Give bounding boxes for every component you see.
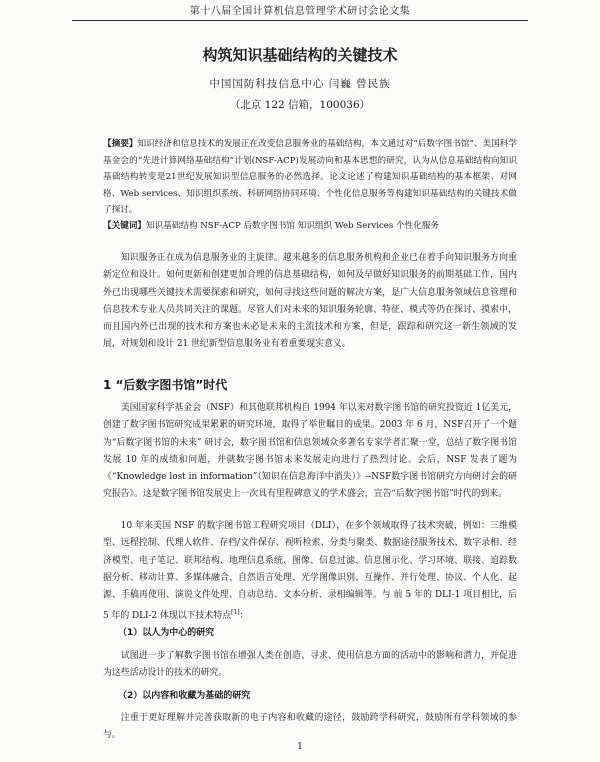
page-number: 1	[297, 742, 303, 752]
abstract	[103, 136, 517, 219]
section-heading: 1 “后数字图书馆”时代	[103, 378, 228, 392]
intro-paragraph: 知识服务正在成为信息服务业的主旋律。越来越多的信息服务机构和企业已在着手向知识服务方向重新定位和设计。如何更新和创建更加合理的信息基础结构，如何及早做好知识服务的前期基础工作，国内外已出现哪些关键技术需要探索和研究，如何寻找这些问题的解决方案，是广大信息服务领域信息管理和信息技术专业人员共同关注的课题。尽管人们对未来的知识服务轮廓、特征、模式等仍在探讨、摸索中，而且国内外已出现的技术和方案也未必是未来的主流技术和方案，但是，跟踪和研究这一新生领域的发展，对规划和设计 21 世纪新型信息服务业有着重要现实意义。	[103, 253, 517, 350]
subheading-2: （2）以内容和收藏为基础的研究	[118, 691, 251, 701]
section-paragraph-2-end: ：	[239, 611, 249, 622]
section-paragraph-1: 美国国家科学基金会（NSF）和其他联邦机构自 1994 年以来对数字图书馆的研究投资近 1亿美元，创建了数字图书馆研究成果累累的研究环境，取得了举世瞩目的成果。2003 年 6 月，NSF召开了一个题为“后数字图书馆的未来” 研讨会，数字图书馆和信息领域众多著名专家学者汇聚一堂，总结了数字图书馆发展 10 年的成绩和问题，并就数字图书馆未来发展走向进行了热烈讨论。会后，NSF 发表了题为《“Knowledge lost in information”（知识在信息海洋中消失）》--NSF数字图书馆研究方向研讨会的研究报告》。这是数字图书馆发展史上一次具有里程碑意义的学术盛会，宣告“后数字图书馆”时代的到来。	[103, 403, 517, 500]
keywords-text: 知识基础结构 NSF-ACP 后数字图书馆 知识组织 Web Services 个性化服务	[145, 221, 440, 231]
keywords-label: 【关键词】	[103, 221, 146, 231]
abstract-text: 知识经济和信息技术的发展正在改变信息服务业的基础结构，本文通过对“后数字图书馆”、美国科学基金会的“先进计算网络基础结构”计划(NSF-ACP)发展动向和基本思想的研究，认为从信息基础结构向知识基础结构转变是21世纪发展知识型信息服务的必然选择。论文论述了构建知识基础结构的基本框架、对网格、Web services、知识组织系统、科研网络协同环境、个性化信息服务等构建知识基础结构的关键技术做了探讨。	[103, 139, 517, 216]
abstract-label: 【摘要】	[103, 139, 138, 149]
keywords	[103, 218, 523, 234]
subheading-2-text: 注重于更好理解并完善获取新的电子内容和收藏的途径，鼓励跨学科研究，鼓励所有学科领域的参与。	[103, 713, 517, 741]
subheading-1-text: 试图进一步了解数字图书馆在增强人类在创造、寻求、使用信息方面的活动中的影响和潜力，并促进为这些活动设计的技术的研究。	[103, 651, 517, 679]
address: （北京 122 信箱，100036）	[229, 99, 371, 111]
running-head: 第十八届全国计算机信息管理学术研讨会论文集	[72, 4, 528, 21]
section-paragraph-2-text: 10 年来美国 NSF 的数字图书馆工程研究项目（DLI），在多个领域取得了技术突破，例如：三维模型、远程控制、代理人软件、存档/文件保存、视听检索、分类与聚类、数据途径服务技术、数字录相、经济模型、电子笔记、联邦结构、地理信息系统、图像、信息过滤、信息图示化、学习环境、联接、追踪数据分析、移动计算、多媒体融合、自然语言处理、光学图像识别、互操作、并行处理、协议、个人化、起源、手稿再使用、演说文件处理、自动总结、文本分析、录相编辑等。与 前 5 年的 DLI-1 项目相比，后 5 年的 DLI-2 体现以下技术特点	[103, 521, 517, 622]
section-paragraph-2	[103, 518, 517, 626]
subheading-1: （1）以人为中心的研究	[118, 628, 215, 638]
citation-ref[interactable]: [1]	[231, 609, 240, 617]
paper-title: 构筑知识基础结构的关键技术	[202, 46, 398, 64]
authors: 中国国防科技信息中心 闫巍 曾民族	[209, 78, 391, 90]
